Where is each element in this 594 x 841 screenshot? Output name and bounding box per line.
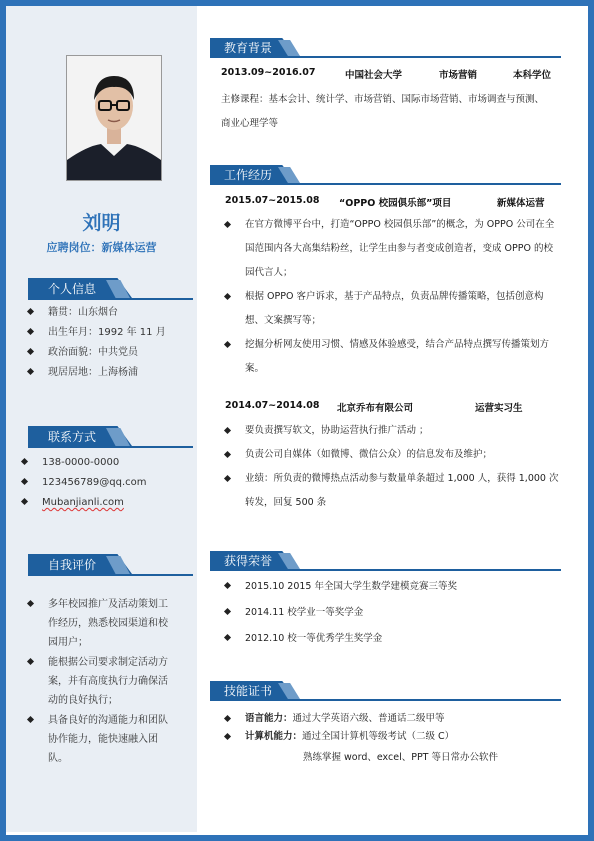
- diamond-bullet-icon: [224, 582, 231, 589]
- list-item: 业绩：所负责的微博热点活动参与数量单条超过 1,000 人，获得 1,000 次转发，回复 500 条: [223, 467, 559, 515]
- self-eval-heading: [28, 554, 193, 576]
- diamond-bullet-icon: [21, 478, 28, 485]
- diamond-bullet-icon: [224, 341, 231, 348]
- diamond-bullet-icon: [224, 293, 231, 300]
- education-major: 市场营销: [439, 70, 478, 81]
- applied-position: 应聘岗位：新媒体运营: [46, 241, 157, 254]
- list-item: 现居居地：上海杨浦: [28, 363, 188, 383]
- list-item: 出生年月：1992 年 11 月: [28, 323, 188, 343]
- list-item: 能根据公司要求制定活动方案，并有高度执行力确保活动的良好执行；: [28, 653, 168, 710]
- list-item: 2014.11 校学业一等奖学金: [223, 600, 563, 626]
- contact-heading: [28, 426, 193, 448]
- education-title: 教育背景: [224, 41, 273, 55]
- diamond-bullet-icon: [27, 328, 34, 335]
- contact-list: [22, 453, 182, 513]
- job-1-date: 2015.07~2015.08: [225, 195, 320, 206]
- courses-line-1: 主修课程：基本会计、统计学、市场营销、国际市场营销、市场调查与预测、: [221, 94, 545, 105]
- diamond-bullet-icon: [27, 658, 34, 665]
- diamond-bullet-icon: [224, 733, 231, 740]
- list-item: 挖掘分析网友使用习惯、情感及体验感受，结合产品特点撰写传播策划方案。: [223, 333, 559, 381]
- language-skill: 语言能力：通过大学英语六级、普通话二级甲等: [223, 710, 573, 728]
- diamond-bullet-icon: [224, 427, 231, 434]
- office-skill: 熟练掌握 word、excel、PPT 等日常办公软件: [303, 752, 498, 763]
- education-school: 中国社会大学: [345, 70, 403, 81]
- skills-list: [223, 710, 573, 746]
- honors-heading: [210, 551, 561, 571]
- list-item: 负责公司自媒体（如微博、微信公众）的信息发布及维护；: [223, 443, 559, 467]
- courses-line-2: 商业心理学等: [221, 118, 279, 129]
- list-item: 在官方微博平台中，打造“OPPO 校园俱乐部”的概念，为 OPPO 公司在全国范围内各大高集结粉丝，让学生由参与者变成创造者，变成 OPPO 的校园代言人；: [223, 213, 559, 285]
- email-item[interactable]: 123456789@qq.com: [22, 473, 182, 493]
- job-2-role: 运营实习生: [475, 403, 523, 414]
- diamond-bullet-icon: [27, 348, 34, 355]
- diamond-bullet-icon: [224, 451, 231, 458]
- list-item: 要负责撰写软文，协助运营执行推广活动 ；: [223, 419, 559, 443]
- diamond-bullet-icon: [224, 715, 231, 722]
- skills-heading: [210, 681, 561, 701]
- education-degree: 本科学位: [513, 70, 552, 81]
- job-2-company: 北京乔布有限公司: [337, 403, 414, 414]
- education-date: 2013.09~2016.07: [221, 67, 316, 78]
- diamond-bullet-icon: [224, 634, 231, 641]
- contact-title: 联系方式: [48, 430, 97, 444]
- profile-photo: [66, 55, 162, 181]
- phone-item: 138-0000-0000: [22, 453, 182, 473]
- self-eval-list: [28, 595, 168, 769]
- personal-info-list: [28, 303, 188, 383]
- list-item: 具备良好的沟通能力和团队协作能力，能快速融入团队。: [28, 711, 168, 768]
- computer-skill: 计算机能力：通过全国计算机等级考试（二级 C）: [223, 728, 573, 746]
- diamond-bullet-icon: [21, 458, 28, 465]
- job-2-date: 2014.07~2014.08: [225, 400, 320, 411]
- skills-title: 技能证书: [224, 684, 273, 698]
- job-1-role: 新媒体运营: [497, 198, 545, 209]
- sidebar: [6, 6, 197, 832]
- diamond-bullet-icon: [224, 475, 231, 482]
- list-item: 2012.10 校一等优秀学生奖学金: [223, 626, 563, 652]
- diamond-bullet-icon: [27, 600, 34, 607]
- personal-info-heading: [28, 278, 193, 300]
- honors-title: 获得荣誉: [224, 554, 273, 568]
- self-eval-title: 自我评价: [48, 558, 97, 572]
- job-1-duties: [223, 213, 559, 381]
- diamond-bullet-icon: [21, 498, 28, 505]
- job-2-duties: [223, 419, 559, 515]
- work-title: 工作经历: [224, 168, 273, 182]
- list-item: 籍贯：山东烟台: [28, 303, 188, 323]
- website-item[interactable]: Mubanjianli.com: [22, 493, 182, 513]
- list-item: 2015.10 2015 年全国大学生数学建模竞赛三等奖: [223, 574, 563, 600]
- personal-info-title: 个人信息: [48, 282, 97, 296]
- diamond-bullet-icon: [27, 716, 34, 723]
- diamond-bullet-icon: [27, 368, 34, 375]
- work-heading: [210, 165, 561, 185]
- list-item: 根据 OPPO 客户诉求，基于产品特点，负责品牌传播策略，包括创意构想、文案撰写等；: [223, 285, 559, 333]
- diamond-bullet-icon: [224, 221, 231, 228]
- job-1-company: “OPPO 校园俱乐部”项目: [339, 198, 452, 209]
- list-item: 多年校园推广及活动策划工作经历，熟悉校园渠道和校园用户；: [28, 595, 168, 652]
- main-content: [203, 6, 583, 832]
- honors-list: [223, 574, 563, 652]
- diamond-bullet-icon: [224, 608, 231, 615]
- education-heading: [210, 38, 561, 58]
- diamond-bullet-icon: [27, 308, 34, 315]
- list-item: 政治面貌：中共党员: [28, 343, 188, 363]
- candidate-name: 刘明: [82, 212, 121, 234]
